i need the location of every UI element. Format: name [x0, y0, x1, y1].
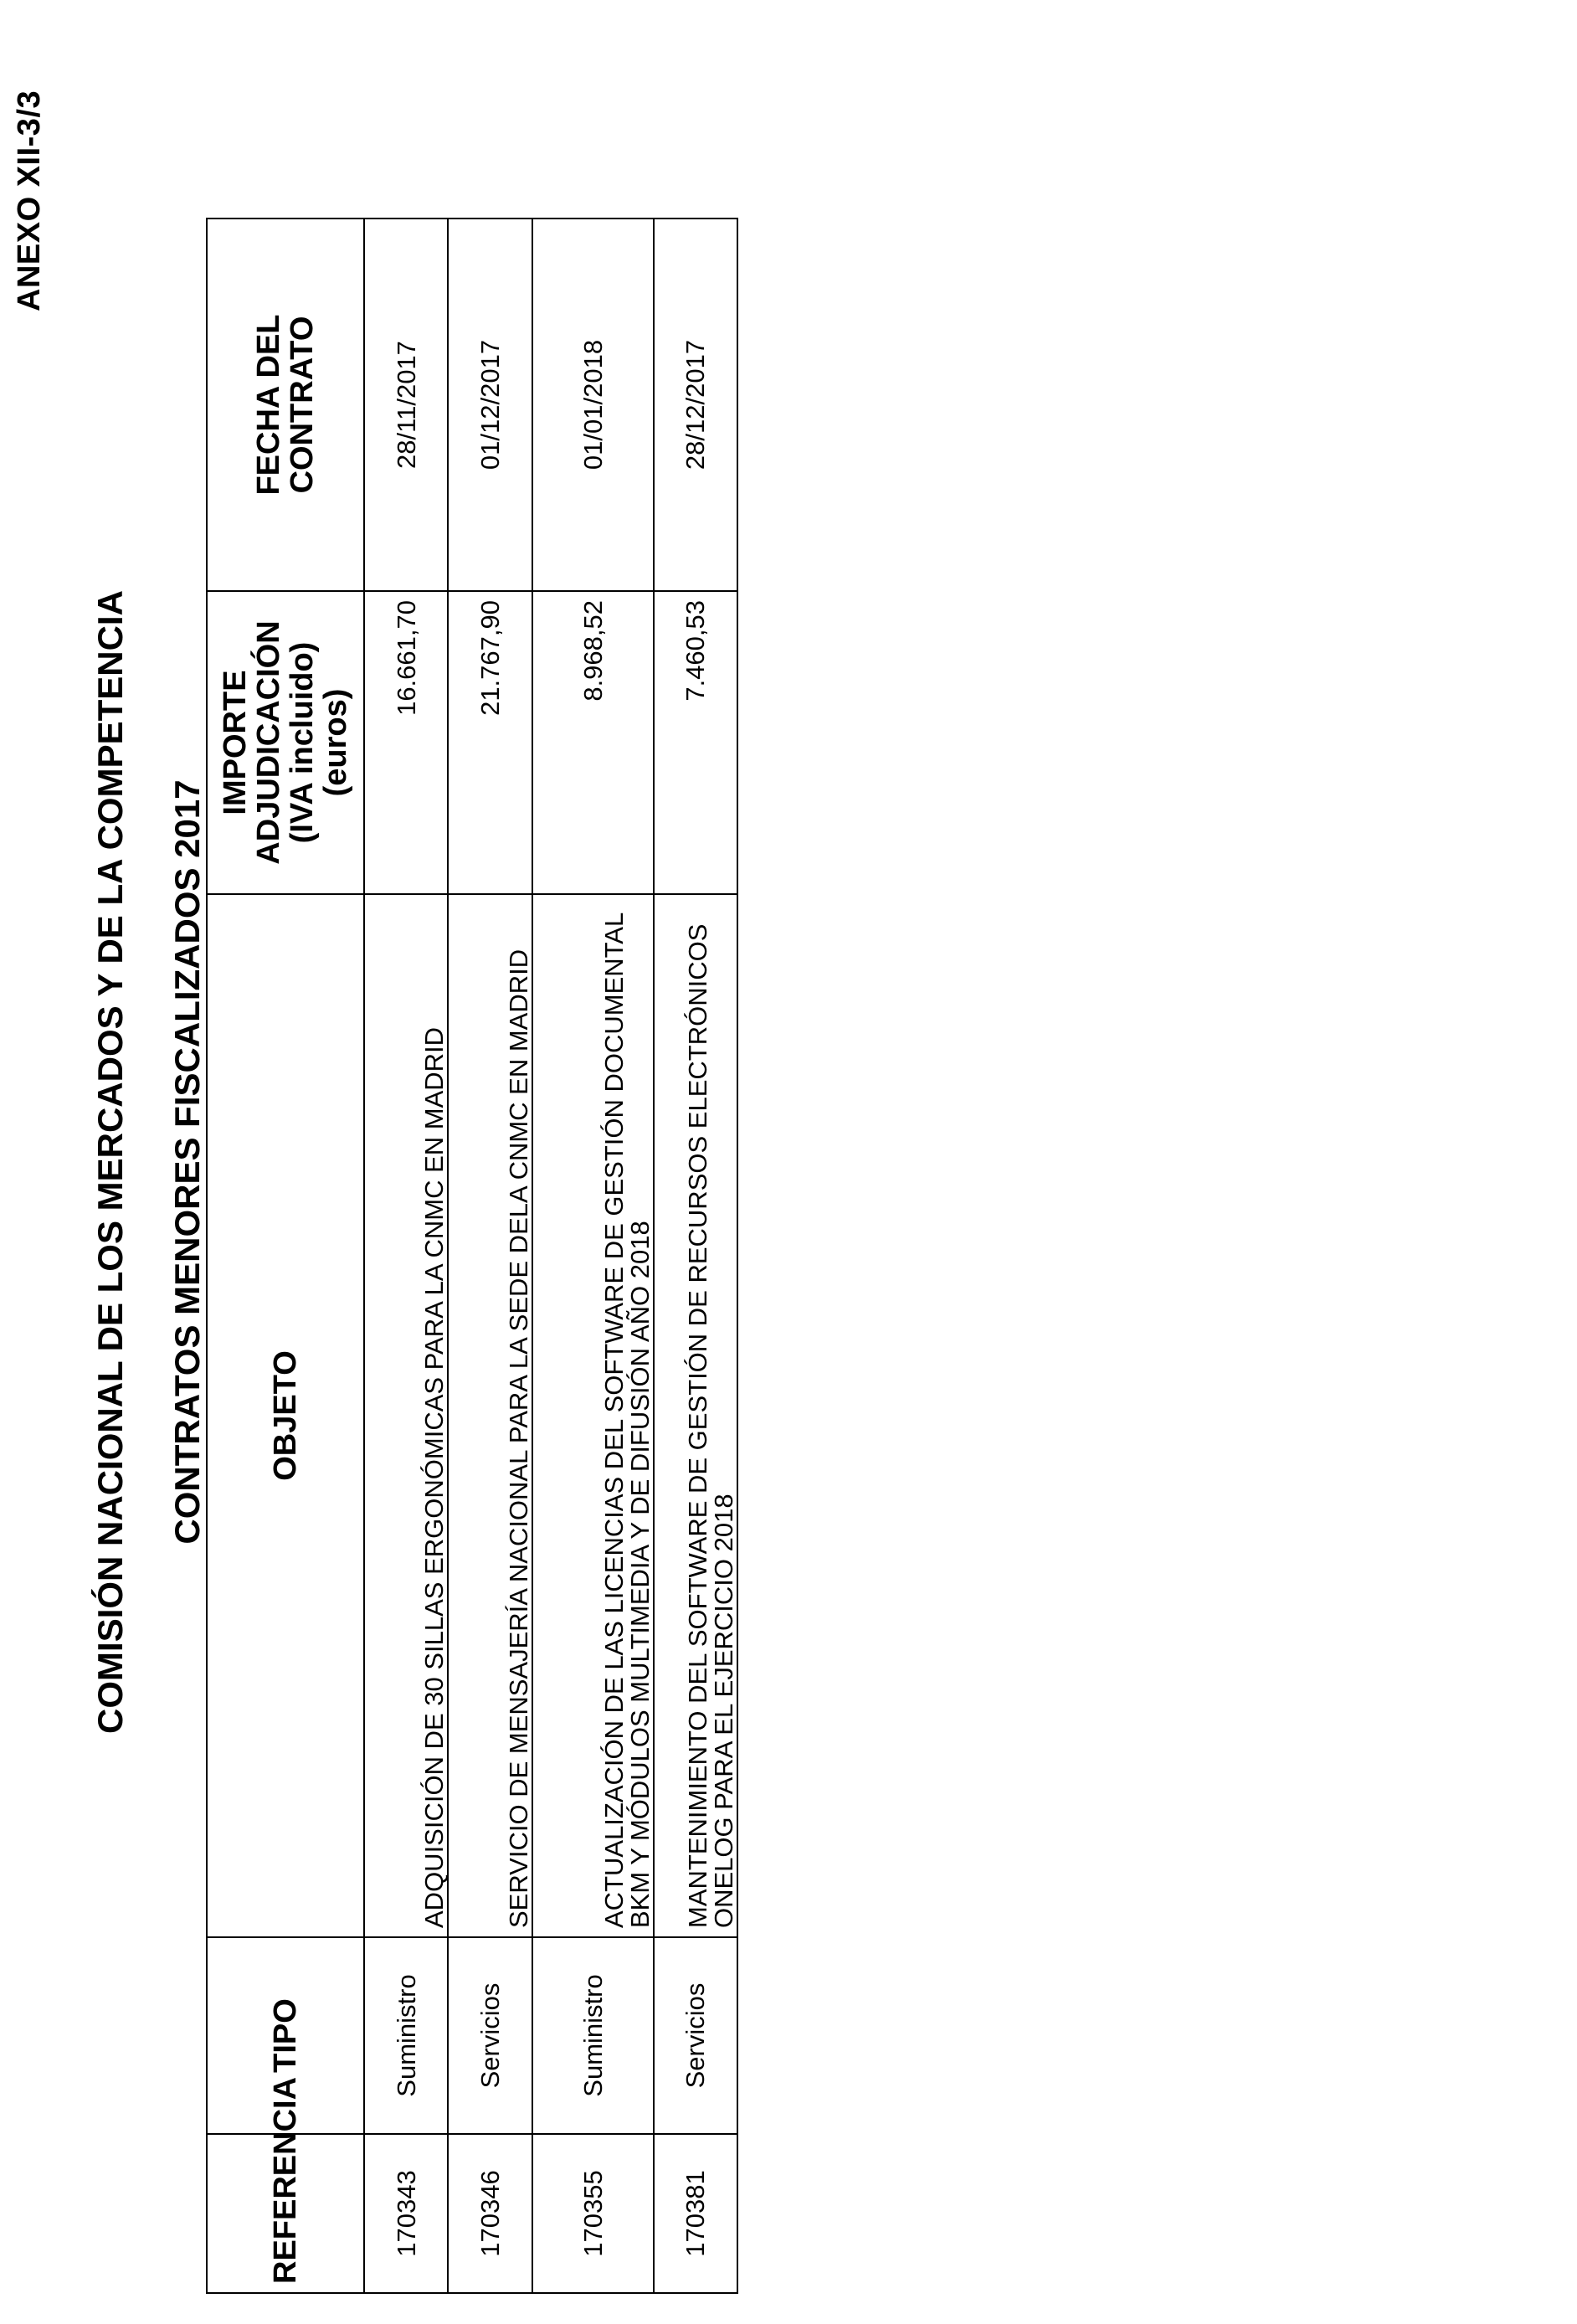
- document-title: CONTRATOS MENORES FISCALIZADOS 2017: [167, 779, 207, 1545]
- cell-tipo: Suministro: [532, 1937, 654, 2134]
- table-row: [654, 219, 737, 2293]
- contracts-table: [206, 218, 738, 2294]
- cell-objeto: ADQUISICIÓN DE 30 SILLAS ERGONÓMICAS PARA LA CNMC EN MADRID: [364, 894, 448, 1937]
- table-row: [448, 219, 532, 2293]
- header-importe-line-4: (euros): [318, 688, 353, 797]
- cell-importe: 16.661,70: [364, 591, 448, 894]
- header-importe-line-2: ADJUDICACIÓN: [251, 620, 286, 865]
- cell-referencia: 170343: [364, 2134, 448, 2293]
- header-fecha: [207, 219, 364, 591]
- organization-title: COMISIÓN NACIONAL DE LOS MERCADOS Y DE LA COMPETENCIA: [90, 590, 130, 1734]
- cell-objeto: SERVICIO DE MENSAJERÍA NACIONAL PARA LA SEDE DELA CNMC EN MADRID: [448, 894, 532, 1937]
- cell-fecha: 01/01/2018: [532, 219, 654, 591]
- header-importe-line-1: IMPORTE: [218, 670, 253, 815]
- header-fecha-line-2: CONTRATO: [285, 316, 320, 494]
- cell-fecha: 28/11/2017: [364, 219, 448, 591]
- cell-fecha: 01/12/2017: [448, 219, 532, 591]
- cell-objeto: ACTUALIZACIÓN DE LAS LICENCIAS DEL SOFTWARE DE GESTIÓN DOCUMENTAL BKM Y MÓDULOS MULTIMEDIA Y DE DIFUSIÓN AÑO 2018: [532, 894, 654, 1937]
- cell-tipo: Servicios: [654, 1937, 737, 2134]
- cell-importe: 8.968,52: [532, 591, 654, 894]
- cell-referencia: 170381: [654, 2134, 737, 2293]
- table-row: [532, 219, 654, 2293]
- cell-referencia: 170346: [448, 2134, 532, 2293]
- header-importe: [207, 591, 364, 894]
- cell-importe: 21.767,90: [448, 591, 532, 894]
- annex-label: ANEXO XII-3/3: [12, 90, 47, 311]
- table-row: [364, 219, 448, 2293]
- cell-fecha: 28/12/2017: [654, 219, 737, 591]
- header-importe-line-3: (IVA incluido): [285, 641, 320, 844]
- cell-importe: 7.460,53: [654, 591, 737, 894]
- cell-tipo: Servicios: [448, 1937, 532, 2134]
- cell-objeto: MANTENIMIENTO DEL SOFTWARE DE GESTIÓN DE RECURSOS ELECTRÓNICOS ONELOG PARA EL EJERCICIO 2018: [654, 894, 737, 1937]
- header-tipo: TIPO: [207, 1937, 364, 2134]
- header-objeto: OBJETO: [207, 894, 364, 1937]
- header-fecha-line-1: FECHA DEL: [251, 314, 286, 496]
- cell-tipo: Suministro: [364, 1937, 448, 2134]
- table-header-row: [207, 219, 364, 2293]
- cell-referencia: 170355: [532, 2134, 654, 2293]
- header-referencia: REFERENCIA: [207, 2134, 364, 2293]
